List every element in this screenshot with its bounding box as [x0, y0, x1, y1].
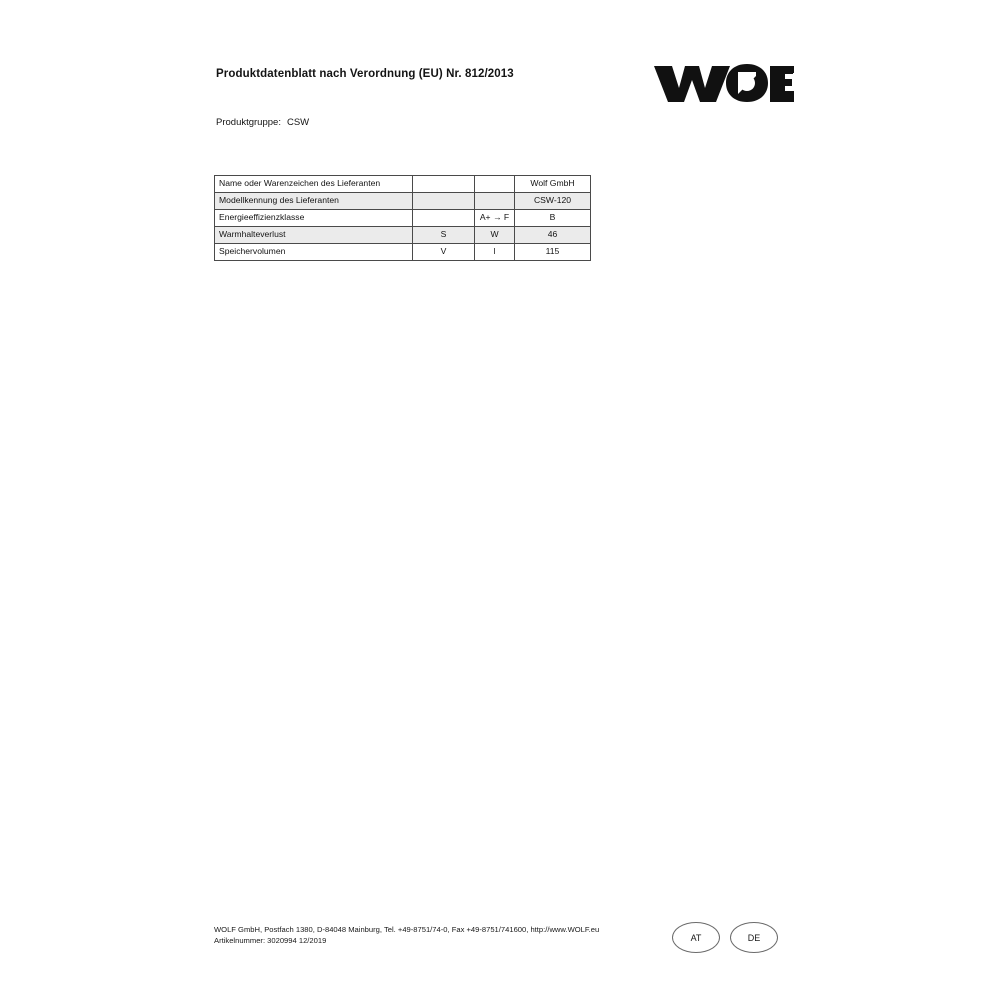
row-label: Energieeffizienzklasse: [215, 210, 413, 227]
badge-at: AT: [672, 922, 720, 953]
wolf-logo: [652, 58, 794, 106]
row-label: Modellkennung des Lieferanten: [215, 193, 413, 210]
footer-address: [214, 924, 599, 947]
country-badges: [672, 922, 778, 953]
page-title: Produktdatenblatt nach Verordnung (EU) Nr. 812/2013: [216, 68, 514, 80]
row-value: CSW-120: [515, 193, 591, 210]
footer-line-2: Artikelnummer: 3020994 12/2019: [214, 936, 327, 946]
table-row: [215, 244, 591, 261]
row-label: Speichervolumen: [215, 244, 413, 261]
row-value: 115: [515, 244, 591, 261]
row-symbol: [413, 176, 475, 193]
table-row: [215, 227, 591, 244]
row-unit: [475, 193, 515, 210]
row-value: B: [515, 210, 591, 227]
table-row: [215, 176, 591, 193]
row-value: 46: [515, 227, 591, 244]
product-group: [216, 117, 309, 128]
row-symbol: S: [413, 227, 475, 244]
product-data-table: [214, 175, 591, 261]
badge-de: DE: [730, 922, 778, 953]
row-unit: [475, 176, 515, 193]
row-symbol: [413, 193, 475, 210]
footer-line-1: WOLF GmbH, Postfach 1380, D-84048 Mainburg, Tel. +49-8751/74-0, Fax +49-8751/741600, http://www.WOLF.eu: [214, 925, 600, 934]
row-label: Name oder Warenzeichen des Lieferanten: [215, 176, 413, 193]
row-unit: W: [475, 227, 515, 244]
row-unit: l: [475, 244, 515, 261]
row-label: Warmhalteverlust: [215, 227, 413, 244]
table-row: [215, 193, 591, 210]
product-group-label: Produktgruppe:: [216, 117, 281, 128]
row-value: Wolf GmbH: [515, 176, 591, 193]
table-row: [215, 210, 591, 227]
row-symbol: V: [413, 244, 475, 261]
row-unit: A+ → F: [475, 210, 515, 227]
row-symbol: [413, 210, 475, 227]
product-group-value: CSW: [286, 117, 310, 128]
